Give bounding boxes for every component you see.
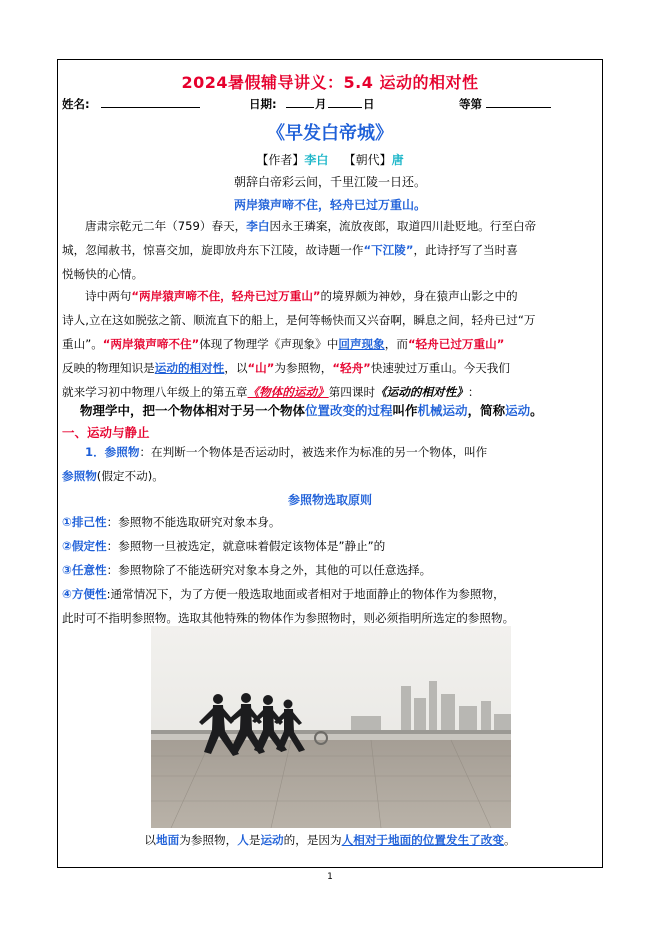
text: 机械运动 (417, 403, 468, 418)
text: 《物体的运动》 (247, 385, 329, 399)
runners-photo (151, 626, 511, 828)
text: 悦畅快的心情。 (62, 267, 144, 281)
text: 参照物 (62, 469, 97, 483)
day-label: 日 (363, 97, 375, 111)
text: 诗中两句 (85, 289, 132, 303)
text: “轻舟” (332, 361, 371, 375)
poem-meta (57, 151, 603, 168)
rule-item (62, 534, 598, 558)
text: 反映的物理知识是 (62, 361, 155, 375)
rule-item (62, 558, 598, 582)
text: 以 (144, 833, 157, 847)
author-label: 【作者】 (256, 153, 305, 167)
text: 。 (530, 403, 543, 418)
date-day-field[interactable] (328, 107, 362, 108)
text: ④方便性 (62, 587, 107, 601)
text: ：参照物一旦被选定，就意味着假定该物体是”静止”的 (106, 539, 386, 553)
text: 唐肃宗乾元二年（759）春天， (85, 219, 247, 233)
text: ：参照物不能选取研究对象本身。 (106, 515, 281, 529)
text: 地面 (156, 833, 180, 847)
text: 的境界颇为神妙，身在猿声山影之中的 (320, 289, 518, 303)
poem-title: 《早发白帝城》 (267, 123, 393, 144)
text: ：在判断一个物体是否运动时，被选来作为标准的另一个物体，叫作 (139, 445, 488, 459)
text: 因永王璘案，流放夜郎，取道四川赴贬地。行至白帝 (269, 219, 537, 233)
text: ，而 (384, 337, 408, 351)
text: 快速驶过万重山。今天我们 (370, 361, 510, 375)
author: 李白 (304, 153, 329, 167)
photo-caption (57, 832, 603, 848)
text: 的，是因为 (283, 833, 342, 847)
reference-definition (62, 440, 598, 488)
text: ②假定性 (62, 539, 107, 553)
text: 城，忽闻赦书，惊喜交加，旋即放舟东下江陵，故诗题一作 (62, 243, 364, 257)
text: 就来学习初中物理八年级上的第五章 (62, 385, 248, 399)
grade-label: 等第 (459, 97, 482, 111)
text: 诗人,立在这如脱弦之箭、顺流直下的船上，是何等畅快而又兴奋啊，瞬息之间，轻舟已过“万 (62, 313, 536, 327)
text: 运动的相对性 (154, 361, 225, 375)
text: 物理学中，把一个物体相对于另一个物体 (80, 403, 306, 418)
dynasty-label: 【朝代】 (343, 153, 392, 167)
text: 此时可不指明参照物。选取其他特殊的物体作为参照物时，则必须指明所选定的参照物。 (62, 611, 515, 625)
text: ：参照物除了不能选研究对象本身之外，其他的可以任意选择。 (106, 563, 432, 577)
text: ，以 (224, 361, 248, 375)
date-label: 日期: (249, 97, 277, 111)
text: 为参照物， (179, 833, 238, 847)
grade-field[interactable] (486, 107, 551, 108)
text: 1．参照物 (85, 445, 140, 459)
text: (假定不动)。 (96, 469, 164, 483)
month-label: 月 (315, 97, 327, 111)
lesson-title: 2024暑假辅导讲义：5.4 运动的相对性 (181, 73, 479, 92)
text: “山” (247, 361, 275, 375)
text: 回声现象 (338, 337, 385, 351)
dynasty: 唐 (391, 153, 404, 167)
date-month-field[interactable] (286, 107, 314, 108)
text: ： (467, 385, 480, 399)
text: “轻舟已过万重山” (407, 337, 505, 351)
intro-paragraph-1 (62, 214, 598, 286)
text: 位置改变的过程 (305, 403, 393, 418)
text: 为参照物， (274, 361, 333, 375)
text: :通常情况下，为了方便一般选取地面或者相对于地面静止的物体作为参照物， (106, 587, 505, 601)
section-heading: 一、运动与静止 (62, 425, 150, 440)
text: 李白 (246, 219, 270, 233)
text: 《运动的相对性》 (375, 385, 468, 399)
text: 人相对于地面的位置发生了改变 (341, 833, 504, 847)
text: 。 (503, 833, 516, 847)
principles-list (62, 510, 598, 630)
intro-paragraph-2 (62, 284, 598, 404)
text: 第四课时 (328, 385, 376, 399)
text: 重山”。 (62, 337, 103, 351)
text: 人 (237, 833, 249, 847)
principles-title: 参照物选取原则 (287, 493, 372, 507)
poem-line-2: 两岸猿声啼不住，轻舟已过万重山。 (233, 198, 426, 212)
text: 运动 (260, 833, 284, 847)
text: ，此诗抒写了当时喜 (413, 243, 518, 257)
text: ①排己性 (62, 515, 107, 529)
text: “两岸猿声啼不住” (102, 337, 200, 351)
text: ③任意性 (62, 563, 107, 577)
text: 是 (248, 833, 261, 847)
text: “两岸猿声啼不住，轻舟已过万重山” (131, 289, 321, 303)
definition (80, 401, 543, 419)
page-number: 1 (327, 872, 333, 882)
poem-line-1: 朝辞白帝彩云间，千里江陵一日还。 (233, 175, 426, 189)
rule-item (62, 582, 598, 606)
text: ，简称 (467, 403, 506, 418)
rule-item (62, 510, 598, 534)
text: “下江陵” (363, 243, 414, 257)
text: 叫作 (392, 403, 418, 418)
text: 体现了物理学《声现象》中 (199, 337, 339, 351)
name-label: 姓名: (62, 97, 90, 111)
text: 运动 (505, 403, 531, 418)
name-field[interactable] (101, 107, 200, 108)
